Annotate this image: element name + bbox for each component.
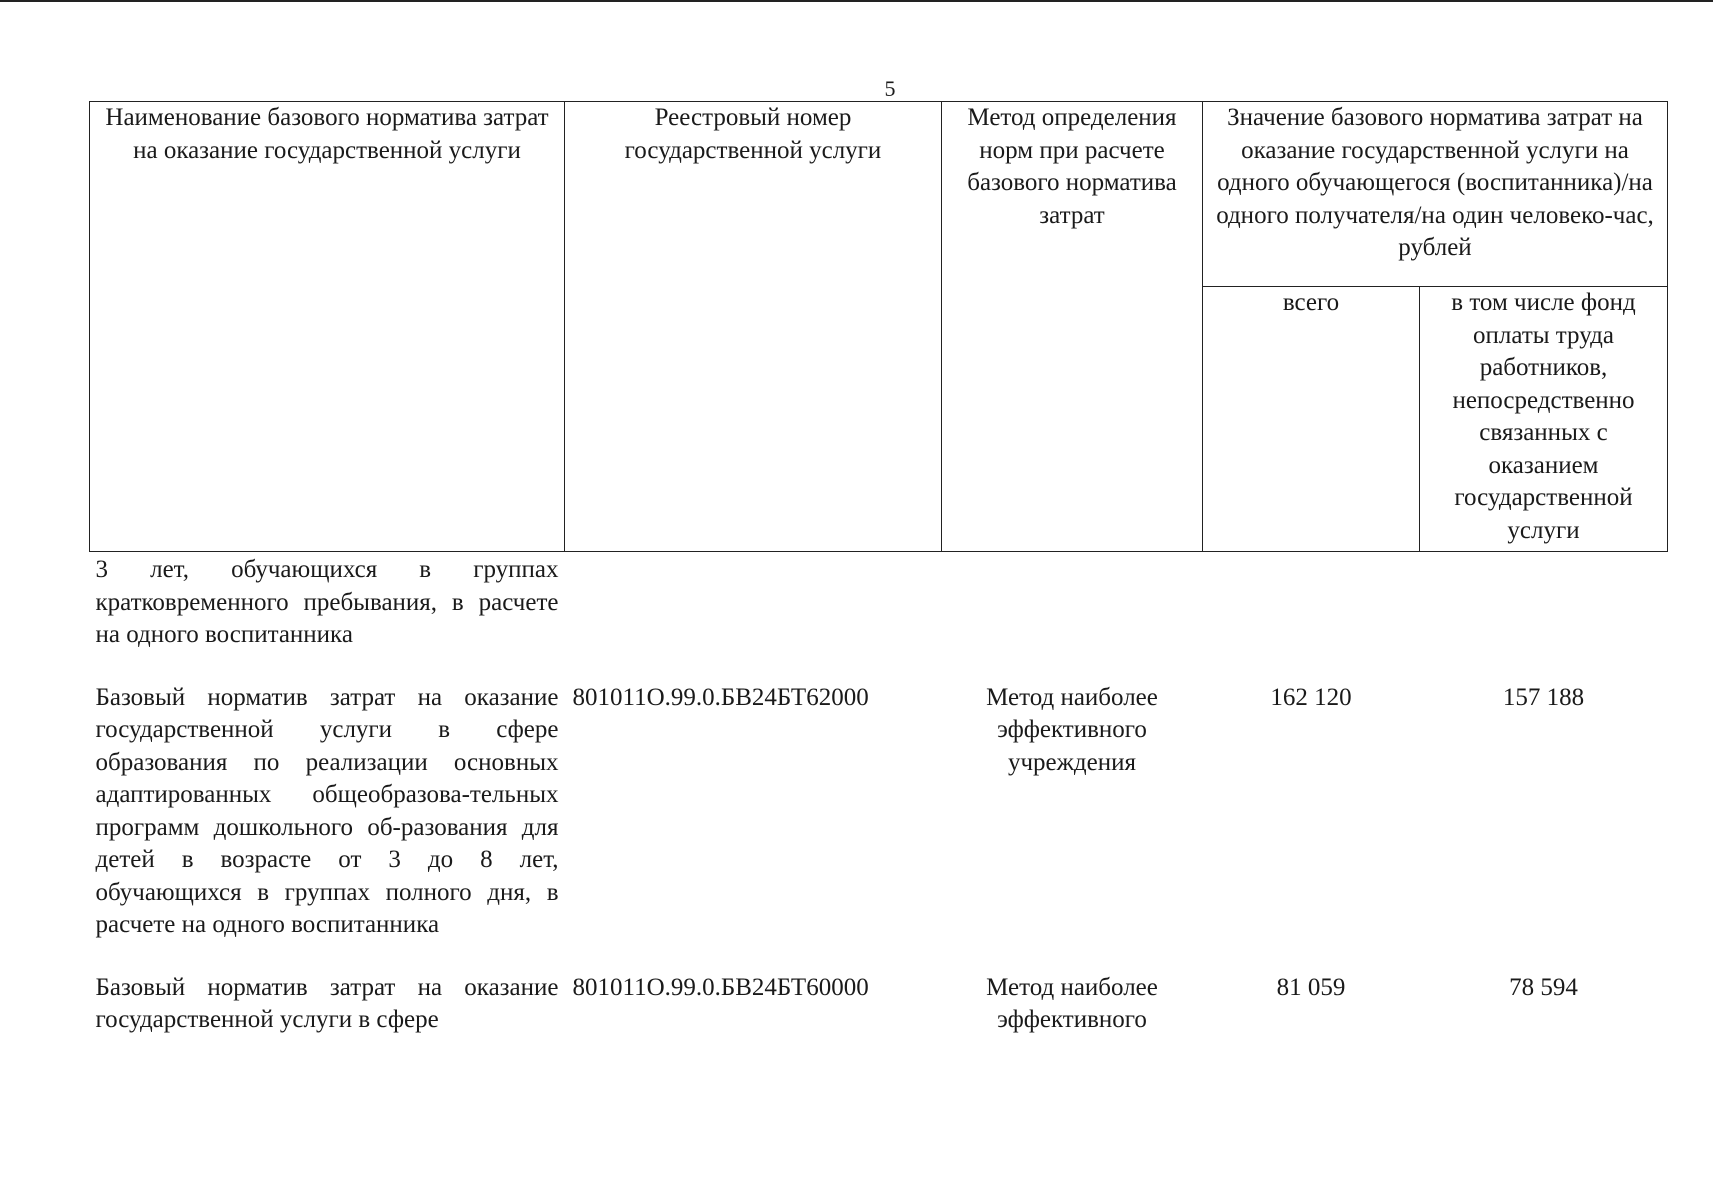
cell-registry-number: 801011О.99.0.БВ24БТ62000 [572, 683, 869, 711]
cell-total: 81 059 [1276, 973, 1346, 1001]
cell-payroll-fund [1420, 552, 1668, 652]
cell-total [1203, 552, 1420, 652]
header-standard-value: Значение базового норматива затрат на оказание государственной услуги на одного обучающегося (воспитанника)/на одного получателя/на один человеко-час, рублей [1203, 102, 1668, 287]
header-service-name: Наименование базового норматива затрат на оказание государственной услуги [90, 102, 565, 552]
header-calculation-method: Метод определения норм при расчете базового норматива затрат [942, 102, 1203, 552]
cell-service-name: Базовый норматив затрат на оказание государственной услуги в сфере [95, 973, 559, 1033]
table-row [90, 552, 1668, 652]
cell-method: Метод наиболее эффективного [986, 973, 1158, 1033]
top-border-line [0, 0, 1713, 2]
page-number: 5 [884, 76, 896, 101]
cell-registry-number: 801011О.99.0.БВ24БТ60000 [572, 973, 869, 1001]
cell-method: Метод наиболее эффективного учреждения [986, 683, 1158, 776]
cell-payroll-fund: 78 594 [1509, 973, 1578, 1001]
table-row [90, 972, 1668, 1037]
cost-standards-table [89, 101, 1668, 1037]
cell-registry-number [565, 552, 942, 652]
table-header [90, 102, 1668, 552]
cell-method [942, 552, 1203, 652]
table-row [90, 682, 1668, 942]
header-payroll-fund: в том числе фонд оплаты труда работников, непосредственно связанных с оказанием государственной услуги [1420, 287, 1668, 552]
cell-total: 162 120 [1270, 683, 1352, 711]
table-body [90, 552, 1668, 1037]
header-total: всего [1203, 287, 1420, 552]
header-registry-number: Реестровый номер государственной услуги [565, 102, 942, 552]
cell-service-name: Базовый норматив затрат на оказание государственной услуги в сфере образования по реализации основных адаптированных общеобразова-тельных программ дошкольного об-разования для детей в возрасте от 3 до 8 лет, обучающихся в группах полного дня, в расчете на одного воспитанника [95, 683, 559, 938]
cell-payroll-fund: 157 188 [1502, 683, 1585, 711]
cell-service-name: 3 лет, обучающихся в группах кратковременного пребывания, в расчете на одного воспитанника [95, 556, 559, 648]
